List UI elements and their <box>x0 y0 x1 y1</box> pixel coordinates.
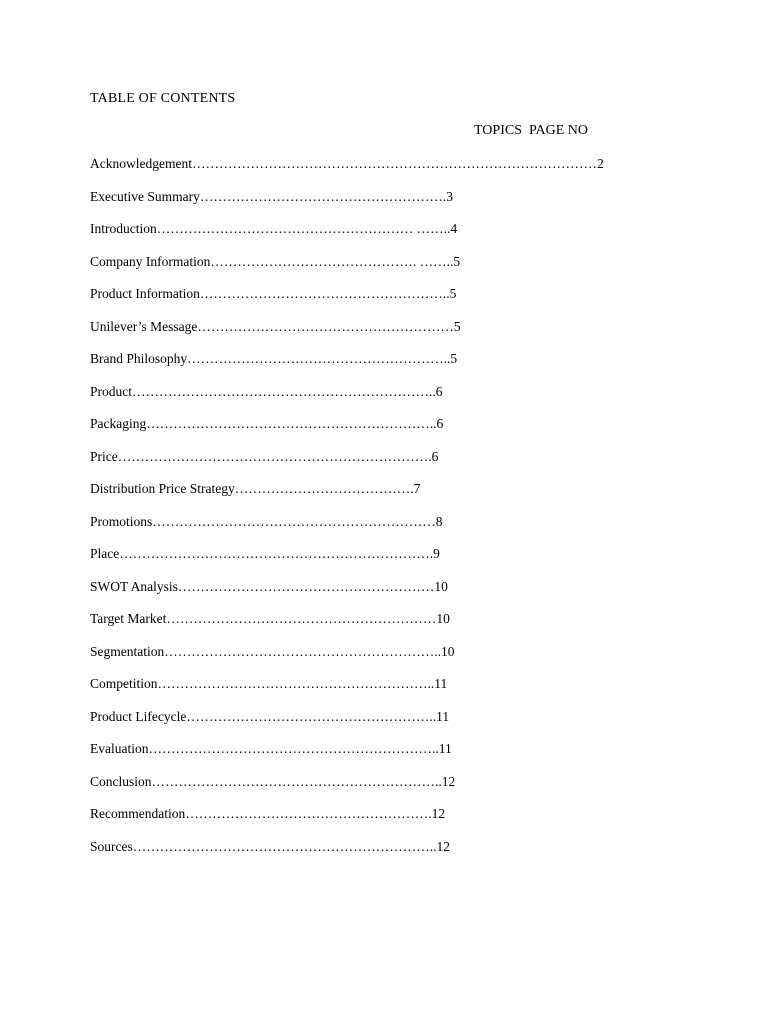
toc-entry-leader: ……………………………………………….. <box>186 708 437 724</box>
toc-entry-leader: ……………………………………………………………. <box>117 448 432 464</box>
toc-entry <box>90 480 604 513</box>
toc-entry-topic: Introduction <box>90 221 157 236</box>
toc-entry-page-number: 4 <box>450 221 458 236</box>
toc-entry-topic: Product Information <box>90 286 200 301</box>
toc-entry <box>90 643 604 676</box>
toc-entry-page-number: 5 <box>453 253 461 269</box>
toc-entry-page-number: 6 <box>435 383 443 399</box>
toc-entry <box>90 188 604 221</box>
toc-entry-leader: ……………………………………………………….. <box>151 773 442 789</box>
toc-entry-leader: ……………………………………………………… <box>152 513 436 529</box>
toc-entry-topic: Product <box>90 383 132 399</box>
toc-entry <box>90 838 604 871</box>
toc-entry <box>90 448 604 481</box>
toc-entry <box>90 318 604 351</box>
toc-entry-page-number: 11 <box>438 741 452 756</box>
toc-entry-leader: ……………………………………………………………………………… <box>191 156 597 171</box>
toc-entry-page-number: 6 <box>436 416 444 431</box>
toc-entry-topic: Acknowledgement <box>90 156 192 171</box>
toc-entry-leader: ………………………………………………… <box>177 578 435 594</box>
toc-entry <box>90 513 604 546</box>
toc-entry-topic: Product Lifecycle <box>90 708 187 724</box>
toc-list <box>90 155 604 870</box>
toc-entry <box>90 415 604 448</box>
toc-entry-page-number: 10 <box>434 578 448 594</box>
toc-entry <box>90 285 604 318</box>
toc-entry-page-number: 5 <box>450 351 458 366</box>
toc-entry-topic: Promotions <box>90 513 153 529</box>
toc-entry-topic: Place <box>90 546 120 561</box>
toc-entry-leader: ……………………………………………………………. <box>119 546 434 561</box>
toc-entry-page-number: 10 <box>436 611 450 626</box>
toc-entry <box>90 805 604 838</box>
toc-entry <box>90 155 604 188</box>
toc-entry-leader: …………………………………………………… <box>166 611 437 626</box>
toc-entry-leader: ………………………………………………….. <box>187 351 451 366</box>
toc-entry <box>90 220 604 253</box>
toc-entry-topic: Company Information <box>90 253 211 269</box>
toc-entry-leader: ……………………………………………………….. <box>148 741 439 756</box>
toc-entry-page-number: 12 <box>431 806 446 821</box>
toc-entry-topic: Brand Philosophy <box>90 351 188 366</box>
toc-entry-topic: Unilever’s Message <box>90 318 198 334</box>
toc-entry-topic: Price <box>90 448 118 464</box>
toc-entry-page-number: 5 <box>453 318 461 334</box>
toc-entry-page-number: 12 <box>436 838 450 854</box>
toc-entry-topic: Executive Summary <box>90 188 200 204</box>
toc-entry-page-number: 3 <box>446 188 453 204</box>
toc-entry-leader: ……………………………………………….. <box>199 286 450 301</box>
toc-entry-leader: …………………………………. <box>234 481 414 496</box>
toc-entry-page-number: 5 <box>449 286 457 301</box>
toc-entry <box>90 675 604 708</box>
toc-entry <box>90 253 604 286</box>
toc-entry-leader: …………………………………………………….. <box>157 676 435 691</box>
toc-entry-page-number: 12 <box>441 773 456 789</box>
toc-entry-leader: ………………………………………………. <box>199 188 447 204</box>
toc-entry-leader: ………………………………………………………….. <box>132 383 436 399</box>
toc-entry-page-number: 7 <box>413 481 421 496</box>
toc-entry-page-number: 11 <box>434 676 448 691</box>
toc-entry <box>90 383 604 416</box>
toc-entry <box>90 578 604 611</box>
toc-entry-page-number: 2 <box>596 156 604 171</box>
toc-entry-page-number: 9 <box>433 546 440 561</box>
toc-entry <box>90 773 604 806</box>
toc-entry <box>90 740 604 773</box>
toc-title: TABLE OF CONTENTS <box>90 91 236 106</box>
toc-entry-topic: Distribution Price Strategy <box>90 481 235 496</box>
toc-entry <box>90 350 604 383</box>
toc-entry-topic: Recommendation <box>90 806 186 821</box>
toc-entry-topic: Conclusion <box>90 773 152 789</box>
toc-entry-leader: ………………………………………………… …….. <box>156 221 451 236</box>
toc-entry-leader: ………………………………………. …….. <box>210 253 454 269</box>
toc-entry-topic: Evaluation <box>90 741 149 756</box>
toc-column-header: TOPICS PAGE NO <box>474 123 588 138</box>
toc-entry-page-number: 10 <box>441 643 455 659</box>
toc-entry <box>90 610 604 643</box>
toc-entry-topic: SWOT Analysis <box>90 578 178 594</box>
toc-entry-leader: ………………………………………………… <box>197 318 454 334</box>
toc-entry-leader: ………………………………………………………….. <box>132 838 437 854</box>
toc-entry-topic: Sources <box>90 838 133 854</box>
toc-entry-topic: Competition <box>90 676 158 691</box>
toc-entry-leader: ……………………………………………………….. <box>146 416 437 431</box>
toc-entry-page-number: 11 <box>436 708 450 724</box>
toc-entry-topic: Target Market <box>90 611 167 626</box>
toc-entry-leader: …………………………………………………….. <box>164 643 441 659</box>
toc-entry-topic: Packaging <box>90 416 147 431</box>
toc-entry <box>90 545 604 578</box>
toc-entry-page-number: 6 <box>431 448 439 464</box>
toc-entry-leader: ………………………………………………. <box>185 806 432 821</box>
toc-entry-page-number: 8 <box>435 513 443 529</box>
toc-entry-topic: Segmentation <box>90 643 165 659</box>
toc-entry <box>90 708 604 741</box>
